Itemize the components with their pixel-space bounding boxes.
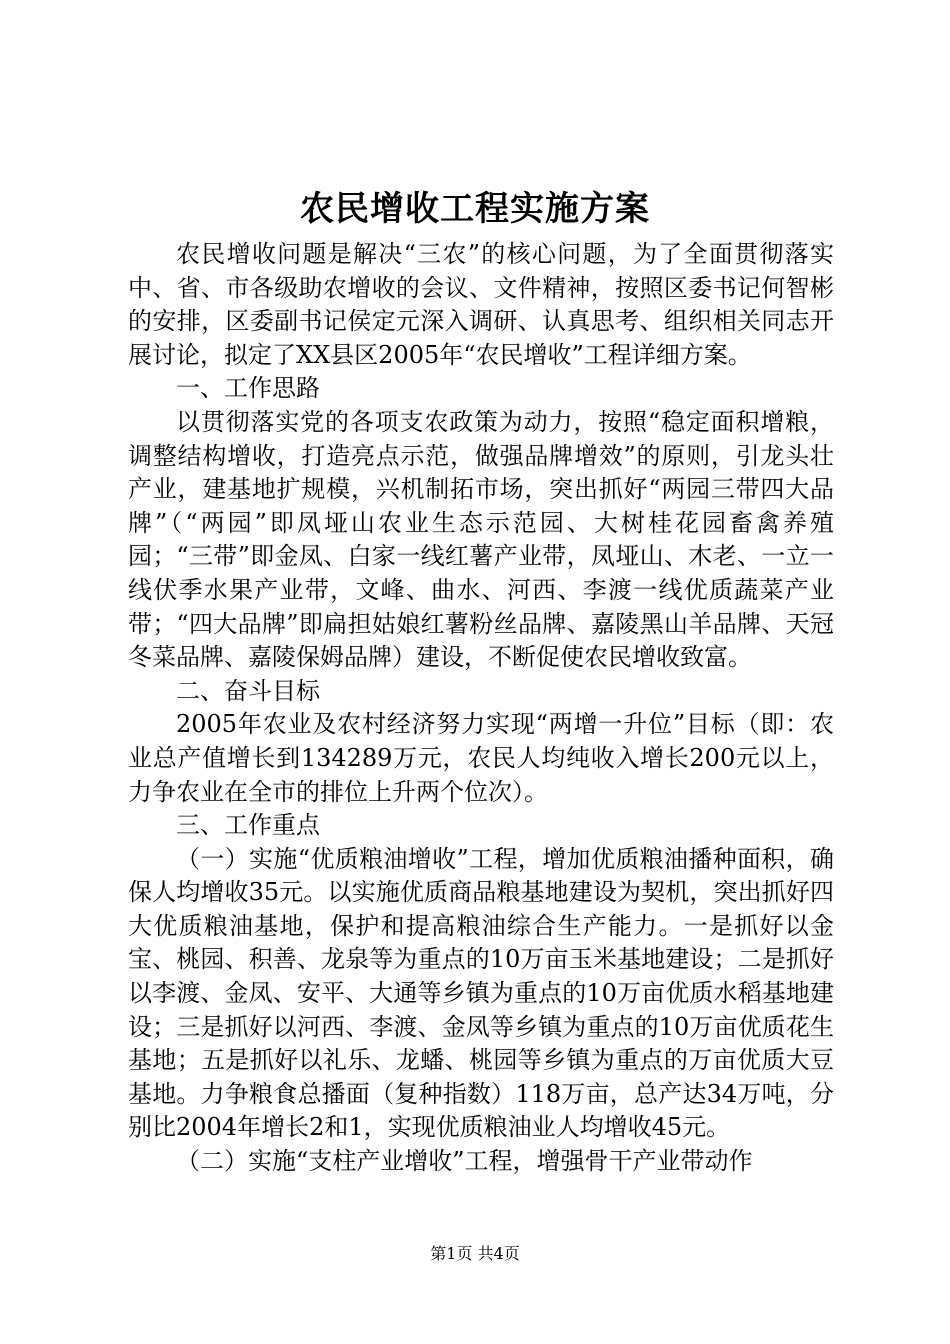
section-heading-work-approach: 一、工作思路 bbox=[176, 374, 320, 403]
key-work-pillar-industry-paragraph: （二）实施“支柱产业增收”工程，增强骨干产业带动作 bbox=[176, 1147, 753, 1176]
goals-paragraph: 2005年农业及农村经济努力实现“两增一升位”目标（即：农业总产值增长到134289万元，农民人均纯收入增长200元以上，力争农业在全市的排位上升两个位次）。 bbox=[128, 710, 834, 806]
work-approach-paragraph: 以贯彻落实党的各项支农政策为动力，按照“稳定面积增粮，调整结构增收，打造亮点示范，做强品牌增效”的原则，引龙头壮产业，建基地扩规模，兴机制拓市场，突出抓好“两园三带四大品牌”（“两园”即凤垭山农业生态示范园、大树桂花园畜禽养殖园；“三带”即金凤、白家一线红薯产业带，凤垭山、木老、一立一线伏季水果产业带，文峰、曲水、河西、李渡一线优质蔬菜产业带；“四大品牌”即扁担姑娘红薯粉丝品牌、嘉陵黑山羊品牌、天冠冬菜品牌、嘉陵保姆品牌）建设，不断促使农民增收致富。 bbox=[128, 407, 834, 672]
section-heading-key-work: 三、工作重点 bbox=[176, 811, 320, 840]
key-work-grain-oil-paragraph: （一）实施“优质粮油增收”工程，增加优质粮油播种面积，确保人均增收35元。以实施优质商品粮基地建设为契机，突出抓好四大优质粮油基地，保护和提高粮油综合生产能力。一是抓好以金宝、桃园、积善、龙泉等为重点的10万亩玉米基地建设；二是抓好以李渡、金凤、安平、大通等乡镇为重点的10万亩优质水稻基地建设；三是抓好以河西、李渡、金凤等乡镇为重点的10万亩优质花生基地；五是抓好以礼乐、龙蟠、桃园等乡镇为重点的万亩优质大豆基地。力争粮食总播面（复种指数）118万亩，总产达34万吨，分别比2004年增长2和1，实现优质粮油业人均增收45元。 bbox=[128, 844, 834, 1142]
page-number-footer: 第1页 共4页 bbox=[430, 1244, 520, 1263]
intro-paragraph: 农民增收问题是解决“三农”的核心问题，为了全面贯彻落实中、省、市各级助农增收的会议、文件精神，按照区委书记何智彬的安排，区委副书记侯定元深入调研、认真思考、组织相关同志开展讨论，拟定了XX县区2005年“农民增收”工程详细方案。 bbox=[128, 240, 834, 369]
document-body bbox=[128, 238, 834, 1179]
document-title: 农民增收工程实施方案 bbox=[300, 189, 650, 229]
section-heading-goals: 二、奋斗目标 bbox=[176, 676, 320, 705]
